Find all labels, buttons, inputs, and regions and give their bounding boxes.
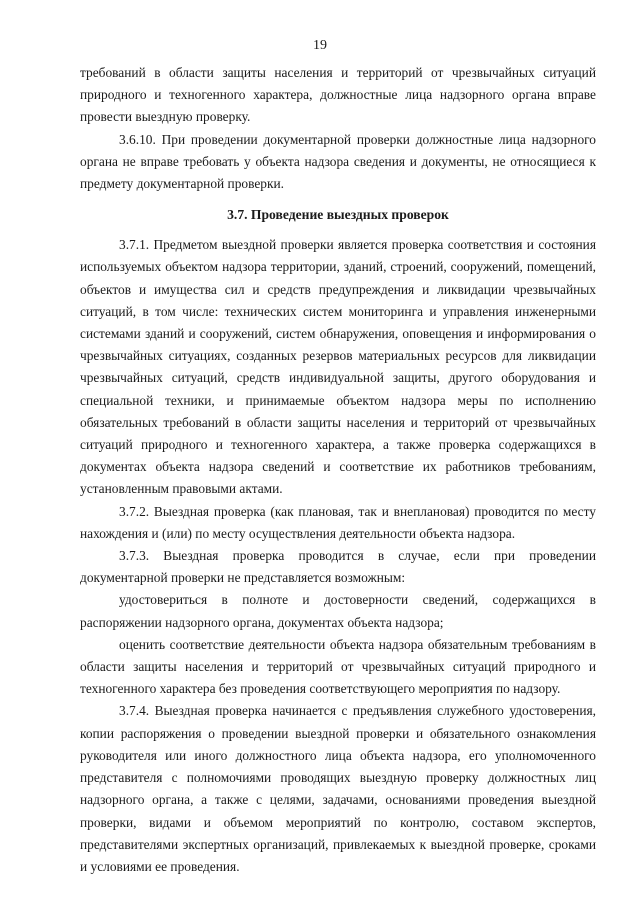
document-body	[80, 62, 596, 878]
section-heading: 3.7. Проведение выездных проверок	[227, 207, 449, 223]
list-item-verify: удостовериться в полноте и достоверности сведений, содержащихся в распоряжении надзорного органа, документах объекта надзора;	[80, 592, 596, 630]
paragraph-3-7-2: 3.7.2. Выездная проверка (как плановая, так и внеплановая) проводится по месту нахождения и (или) по месту осуществления деятельности объекта надзора.	[80, 503, 596, 541]
paragraph-3-7-4: 3.7.4. Выездная проверка начинается с предъявления служебного удостоверения, копии распоряжения о проведении выездной проверки и обязательного ознакомления руководителя или иного должностного лица объекта надзора, его уполномоченного представителя с полномочиями проводящих выездную проверку должностных лиц надзорного органа, а также с целями, задачами, основаниями проведения выездной проверки, видами и объемом мероприятий по контролю, составом экспертов, представителями экспертных организаций, привлекаемых к выездной проверке, сроками и условиями ее проведения.	[80, 703, 596, 874]
paragraph-3-7-1: 3.7.1. Предметом выездной проверки является проверка соответствия и состояния используемых объектом надзора территории, зданий, строений, сооружений, помещений, объектов и имущества сил и средств предупреждения и ликвидации чрезвычайных ситуаций, в том числе: технических систем мониторинга и управления инженерными системами зданий и сооружений, систем обнаружения, оповещения и информирования о чрезвычайных ситуациях, созданных резервов материальных ресурсов для ликвидации чрезвычайных ситуаций, средств индивидуальной защиты, другого оборудования и специальной техники, и принимаемые объектом надзора меры по исполнению обязательных требований в области защиты населения и территорий от чрезвычайных ситуаций природного и техногенного характера, а также проверка содержащихся в документах объекта надзора сведений и соответствие их работников требованиям, установленным правовыми актами.	[80, 237, 596, 497]
paragraph-continuation: требований в области защиты населения и территорий от чрезвычайных ситуаций природного и техногенного характера, должностные лица надзорного органа вправе провести выездную проверку.	[80, 65, 596, 125]
page-number: 19	[313, 38, 327, 53]
list-item-assess: оценить соответствие деятельности объекта надзора обязательным требованиям в области защиты населения и территорий от чрезвычайных ситуаций природного и техногенного характера без проведения соответствующего мероприятия по надзору.	[80, 636, 596, 697]
paragraph-3-6-10: 3.6.10. При проведении документарной проверки должностные лица надзорного органа не вправе требовать у объекта надзора сведения и документы, не относящиеся к предмету документарной проверки.	[80, 131, 596, 192]
paragraph-3-7-3: 3.7.3. Выездная проверка проводится в случае, если при проведении документарной проверки не представляется возможным:	[80, 548, 596, 586]
